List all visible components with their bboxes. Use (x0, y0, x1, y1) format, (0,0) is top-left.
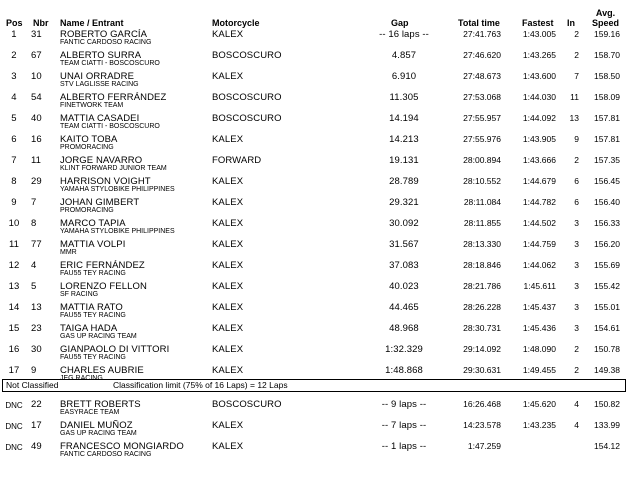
row-motorcycle: KALEX (212, 29, 244, 40)
entrant-team: GAS UP RACING TEAM (60, 333, 137, 340)
table-row (0, 133, 631, 154)
rider-name: LORENZO FELLON (60, 281, 147, 292)
table-row (0, 196, 631, 217)
row-avg-speed: 154.61 (594, 323, 620, 333)
row-fastest-lap: 1:45.437 (522, 302, 556, 312)
row-gap: -- 9 laps -- (381, 399, 427, 410)
row-gap: 19.131 (389, 155, 419, 166)
row-fastest-lap: 1:48.090 (522, 344, 556, 354)
row-avg-speed: 158.50 (594, 71, 620, 81)
row-avg-speed: 156.20 (594, 239, 620, 249)
row-motorcycle: BOSCOSCURO (212, 399, 282, 410)
header-pos: Pos (6, 18, 23, 28)
row-avg-speed: 155.01 (594, 302, 620, 312)
row-fastest-in-lap: 2 (574, 29, 579, 39)
row-position: 3 (11, 71, 17, 82)
table-row (0, 49, 631, 70)
table-row (0, 259, 631, 280)
header-avg-speed-line1: Avg. (595, 8, 616, 18)
row-number: 77 (31, 239, 42, 250)
row-total-time: 28:30.731 (463, 323, 501, 333)
header-total-time: Total time (458, 18, 500, 28)
row-number: 49 (31, 441, 42, 452)
row-avg-speed: 156.40 (594, 197, 620, 207)
row-fastest-lap: 1:44.062 (522, 260, 556, 270)
row-fastest-in-lap: 3 (574, 323, 579, 333)
row-motorcycle: KALEX (212, 71, 244, 82)
table-row (0, 301, 631, 322)
table-header (0, 6, 631, 28)
row-avg-speed: 156.33 (594, 218, 620, 228)
row-fastest-lap: 1:49.455 (522, 365, 556, 375)
row-fastest-lap: 1:44.679 (522, 176, 556, 186)
row-gap: 28.789 (389, 176, 419, 187)
row-total-time: 28:18.846 (463, 260, 501, 270)
row-gap: 1:32.329 (385, 344, 423, 355)
row-motorcycle: KALEX (212, 323, 244, 334)
rider-name: BRETT ROBERTS (60, 399, 141, 410)
entrant-team: FAU55 TEY RACING (60, 354, 126, 361)
table-row (0, 154, 631, 175)
row-number: 7 (31, 197, 37, 208)
entrant-team: FAU55 TEY RACING (60, 312, 126, 319)
row-avg-speed: 155.42 (594, 281, 620, 291)
rider-name: MATTIA CASADEI (60, 113, 140, 124)
table-row (0, 70, 631, 91)
row-avg-speed: 150.82 (594, 399, 620, 409)
entrant-team: PROMORACING (60, 207, 114, 214)
row-position: 16 (8, 344, 20, 355)
row-fastest-lap: 1:45.611 (523, 281, 556, 291)
row-motorcycle: BOSCOSCURO (212, 113, 282, 124)
row-position: DNC (5, 443, 23, 452)
entrant-team: KLINT FORWARD JUNIOR TEAM (60, 165, 167, 172)
row-position: 5 (11, 113, 17, 124)
row-total-time: 16:26.468 (463, 399, 501, 409)
row-position: 11 (8, 239, 20, 250)
row-position: 1 (11, 29, 17, 40)
row-fastest-lap: 1:43.235 (522, 420, 556, 430)
row-avg-speed: 158.70 (594, 50, 620, 60)
row-gap: -- 7 laps -- (381, 420, 427, 431)
row-total-time: 27:55.957 (463, 113, 501, 123)
entrant-team: GAS UP RACING TEAM (60, 430, 137, 437)
row-total-time: 27:41.763 (463, 29, 501, 39)
row-total-time: 1:47.259 (467, 441, 501, 451)
row-fastest-in-lap: 11 (570, 92, 579, 102)
row-motorcycle: BOSCOSCURO (212, 50, 282, 61)
row-total-time: 27:55.976 (463, 134, 501, 144)
row-position: 7 (11, 155, 17, 166)
rider-name: KAITO TOBA (60, 134, 118, 145)
row-position: 6 (11, 134, 17, 145)
row-fastest-lap: 1:43.905 (522, 134, 556, 144)
row-position: 12 (8, 260, 20, 271)
table-row (0, 217, 631, 238)
table-row (0, 280, 631, 301)
header-avg-speed (592, 8, 619, 28)
row-motorcycle: KALEX (212, 134, 244, 145)
row-motorcycle: BOSCOSCURO (212, 92, 282, 103)
row-motorcycle: KALEX (212, 197, 244, 208)
row-gap: 4.857 (391, 50, 417, 61)
row-fastest-lap: 1:45.620 (522, 399, 556, 409)
row-number: 67 (31, 50, 42, 61)
row-avg-speed: 149.38 (594, 365, 620, 375)
row-position: 13 (8, 281, 20, 292)
row-number: 30 (31, 344, 42, 355)
row-number: 40 (31, 113, 42, 124)
header-fastest: Fastest (522, 18, 554, 28)
row-fastest-in-lap: 2 (574, 365, 579, 375)
row-gap: 29.321 (389, 197, 419, 208)
header-name: Name / Entrant (60, 18, 124, 28)
row-motorcycle: KALEX (212, 365, 244, 376)
row-position: 8 (11, 176, 17, 187)
row-fastest-in-lap: 4 (574, 420, 579, 430)
row-avg-speed: 155.69 (594, 260, 620, 270)
row-position: 17 (8, 365, 20, 376)
classification-limit: Classification limit (75% of 16 Laps) = 12 Laps (113, 380, 288, 390)
row-avg-speed: 159.16 (594, 29, 620, 39)
row-fastest-lap: 1:44.502 (522, 218, 556, 228)
not-classified-label: Not Classified (6, 380, 59, 390)
rider-name: UNAI ORRADRE (60, 71, 135, 82)
row-avg-speed: 156.45 (594, 176, 620, 186)
row-gap: 11.305 (389, 92, 419, 103)
row-fastest-in-lap: 2 (574, 155, 579, 165)
row-number: 16 (31, 134, 42, 145)
row-position: DNC (5, 401, 23, 410)
row-motorcycle: KALEX (212, 260, 244, 271)
entrant-team: STV LAGLISSE RACING (60, 81, 139, 88)
entrant-team: PROMORACING (60, 144, 114, 151)
row-gap: 14.194 (389, 113, 419, 124)
row-number: 9 (31, 365, 37, 376)
row-number: 29 (31, 176, 42, 187)
row-total-time: 28:13.330 (463, 239, 501, 249)
not-classified-bar (2, 379, 626, 392)
row-avg-speed: 157.35 (594, 155, 620, 165)
row-gap: 31.567 (389, 239, 419, 250)
rider-name: MARCO TAPIA (60, 218, 126, 229)
row-total-time: 29:14.092 (463, 344, 501, 354)
row-total-time: 27:53.068 (463, 92, 501, 102)
entrant-team: MMR (60, 249, 77, 256)
row-number: 5 (31, 281, 37, 292)
row-gap: 30.092 (389, 218, 419, 229)
header-gap: Gap (391, 18, 409, 28)
rider-name: TAIGA HADA (60, 323, 118, 334)
row-fastest-in-lap: 9 (574, 134, 579, 144)
row-total-time: 14:23.578 (463, 420, 501, 430)
entrant-team: FANTIC CARDOSO RACING (60, 451, 152, 458)
row-position: 9 (11, 197, 17, 208)
row-avg-speed: 157.81 (594, 134, 620, 144)
row-fastest-lap: 1:44.759 (522, 239, 556, 249)
entrant-team: EASYRACE TEAM (60, 409, 120, 416)
entrant-team: YAMAHA STYLOBIKE PHILIPPINES (60, 228, 175, 235)
table-row (0, 419, 631, 440)
row-position: 15 (8, 323, 20, 334)
row-gap: 14.213 (389, 134, 419, 145)
row-number: 11 (31, 155, 42, 166)
row-fastest-in-lap: 4 (574, 399, 579, 409)
row-position: 10 (8, 218, 20, 229)
row-total-time: 27:46.620 (463, 50, 501, 60)
row-gap: -- 16 laps -- (379, 29, 429, 40)
row-motorcycle: KALEX (212, 281, 244, 292)
row-position: 2 (11, 50, 17, 61)
row-position: DNC (5, 422, 23, 431)
row-fastest-in-lap: 2 (574, 344, 579, 354)
row-fastest-in-lap: 6 (574, 176, 579, 186)
row-avg-speed: 150.78 (594, 344, 620, 354)
header-avg-speed-line2: Speed (592, 18, 620, 28)
row-fastest-lap: 1:44.782 (522, 197, 556, 207)
rider-name: DANIEL MUÑOZ (60, 420, 133, 431)
entrant-team: FANTIC CARDOSO RACING (60, 39, 152, 46)
row-motorcycle: KALEX (212, 344, 244, 355)
row-fastest-lap: 1:43.666 (522, 155, 556, 165)
row-number: 23 (31, 323, 42, 334)
row-fastest-in-lap: 7 (574, 71, 579, 81)
row-fastest-in-lap: 3 (574, 218, 579, 228)
row-total-time: 27:48.673 (463, 71, 501, 81)
row-number: 4 (31, 260, 37, 271)
rider-name: JORGE NAVARRO (60, 155, 143, 166)
row-total-time: 28:00.894 (463, 155, 501, 165)
row-gap: 44.465 (389, 302, 419, 313)
rider-name: JOHAN GIMBERT (60, 197, 140, 208)
row-total-time: 28:11.855 (463, 218, 501, 228)
row-fastest-lap: 1:44.030 (522, 92, 556, 102)
row-motorcycle: KALEX (212, 302, 244, 313)
row-gap: -- 1 laps -- (381, 441, 427, 452)
row-motorcycle: FORWARD (212, 155, 262, 166)
row-fastest-in-lap: 3 (574, 260, 579, 270)
entrant-team: SF RACING (60, 291, 99, 298)
row-gap: 40.023 (389, 281, 419, 292)
entrant-team: YAMAHA STYLOBIKE PHILIPPINES (60, 186, 175, 193)
table-row (0, 398, 631, 419)
rider-name: ALBERTO SURRA (60, 50, 142, 61)
row-fastest-in-lap: 3 (574, 281, 579, 291)
row-number: 31 (31, 29, 42, 40)
row-avg-speed: 133.99 (594, 420, 620, 430)
row-gap: 6.910 (391, 71, 417, 82)
row-avg-speed: 158.09 (594, 92, 620, 102)
row-fastest-in-lap: 6 (574, 197, 579, 207)
row-fastest-lap: 1:43.265 (522, 50, 556, 60)
row-fastest-lap: 1:43.005 (522, 29, 556, 39)
rider-name: FRANCESCO MONGIARDO (60, 441, 184, 452)
row-fastest-in-lap: 3 (574, 239, 579, 249)
rider-name: CHARLES AUBRIE (60, 365, 144, 376)
row-total-time: 28:21.786 (463, 281, 501, 291)
rider-name: ROBERTO GARCÍA (60, 29, 148, 40)
table-row (0, 28, 631, 49)
row-number: 10 (31, 71, 42, 82)
row-number: 13 (31, 302, 42, 313)
row-fastest-in-lap: 2 (574, 50, 579, 60)
table-row (0, 440, 631, 461)
entrant-team: TEAM CIATTI - BOSCOSCURO (60, 60, 160, 67)
rider-name: ALBERTO FERRÁNDEZ (60, 92, 167, 103)
row-avg-speed: 157.81 (594, 113, 620, 123)
row-motorcycle: KALEX (212, 218, 244, 229)
entrant-team: FAU55 TEY RACING (60, 270, 126, 277)
table-row (0, 175, 631, 196)
header-in: In (567, 18, 575, 28)
row-position: 4 (11, 92, 17, 103)
row-motorcycle: KALEX (212, 176, 244, 187)
row-gap: 1:48.868 (385, 365, 423, 376)
table-row (0, 322, 631, 343)
row-motorcycle: KALEX (212, 420, 244, 431)
row-total-time: 28:11.084 (463, 197, 501, 207)
entrant-team: FINETWORK TEAM (60, 102, 124, 109)
rider-name: ERIC FERNÁNDEZ (60, 260, 145, 271)
row-fastest-in-lap: 13 (569, 113, 579, 123)
table-row (0, 238, 631, 259)
table-row (0, 343, 631, 364)
table-row (0, 91, 631, 112)
row-total-time: 29:30.631 (463, 365, 501, 375)
row-motorcycle: KALEX (212, 239, 244, 250)
rider-name: GIANPAOLO DI VITTORI (60, 344, 170, 355)
row-total-time: 28:10.552 (463, 176, 501, 186)
row-number: 22 (31, 399, 42, 410)
rider-name: HARRISON VOIGHT (60, 176, 151, 187)
row-number: 54 (31, 92, 42, 103)
table-row (0, 112, 631, 133)
header-nbr: Nbr (33, 18, 49, 28)
row-gap: 37.083 (389, 260, 419, 271)
row-fastest-lap: 1:43.600 (522, 71, 556, 81)
row-total-time: 28:26.228 (463, 302, 501, 312)
row-number: 17 (31, 420, 42, 431)
rider-name: MATTIA VOLPI (60, 239, 126, 250)
entrant-team: TEAM CIATTI - BOSCOSCURO (60, 123, 160, 130)
rider-name: MATTIA RATO (60, 302, 123, 313)
header-motorcycle: Motorcycle (212, 18, 260, 28)
row-avg-speed: 154.12 (594, 441, 620, 451)
row-fastest-in-lap: 3 (574, 302, 579, 312)
row-position: 14 (8, 302, 20, 313)
row-gap: 48.968 (389, 323, 419, 334)
row-fastest-lap: 1:45.436 (522, 323, 556, 333)
row-motorcycle: KALEX (212, 441, 244, 452)
row-fastest-lap: 1:44.092 (522, 113, 556, 123)
row-number: 8 (31, 218, 37, 229)
entrant-team: JEG RACING (60, 375, 103, 382)
